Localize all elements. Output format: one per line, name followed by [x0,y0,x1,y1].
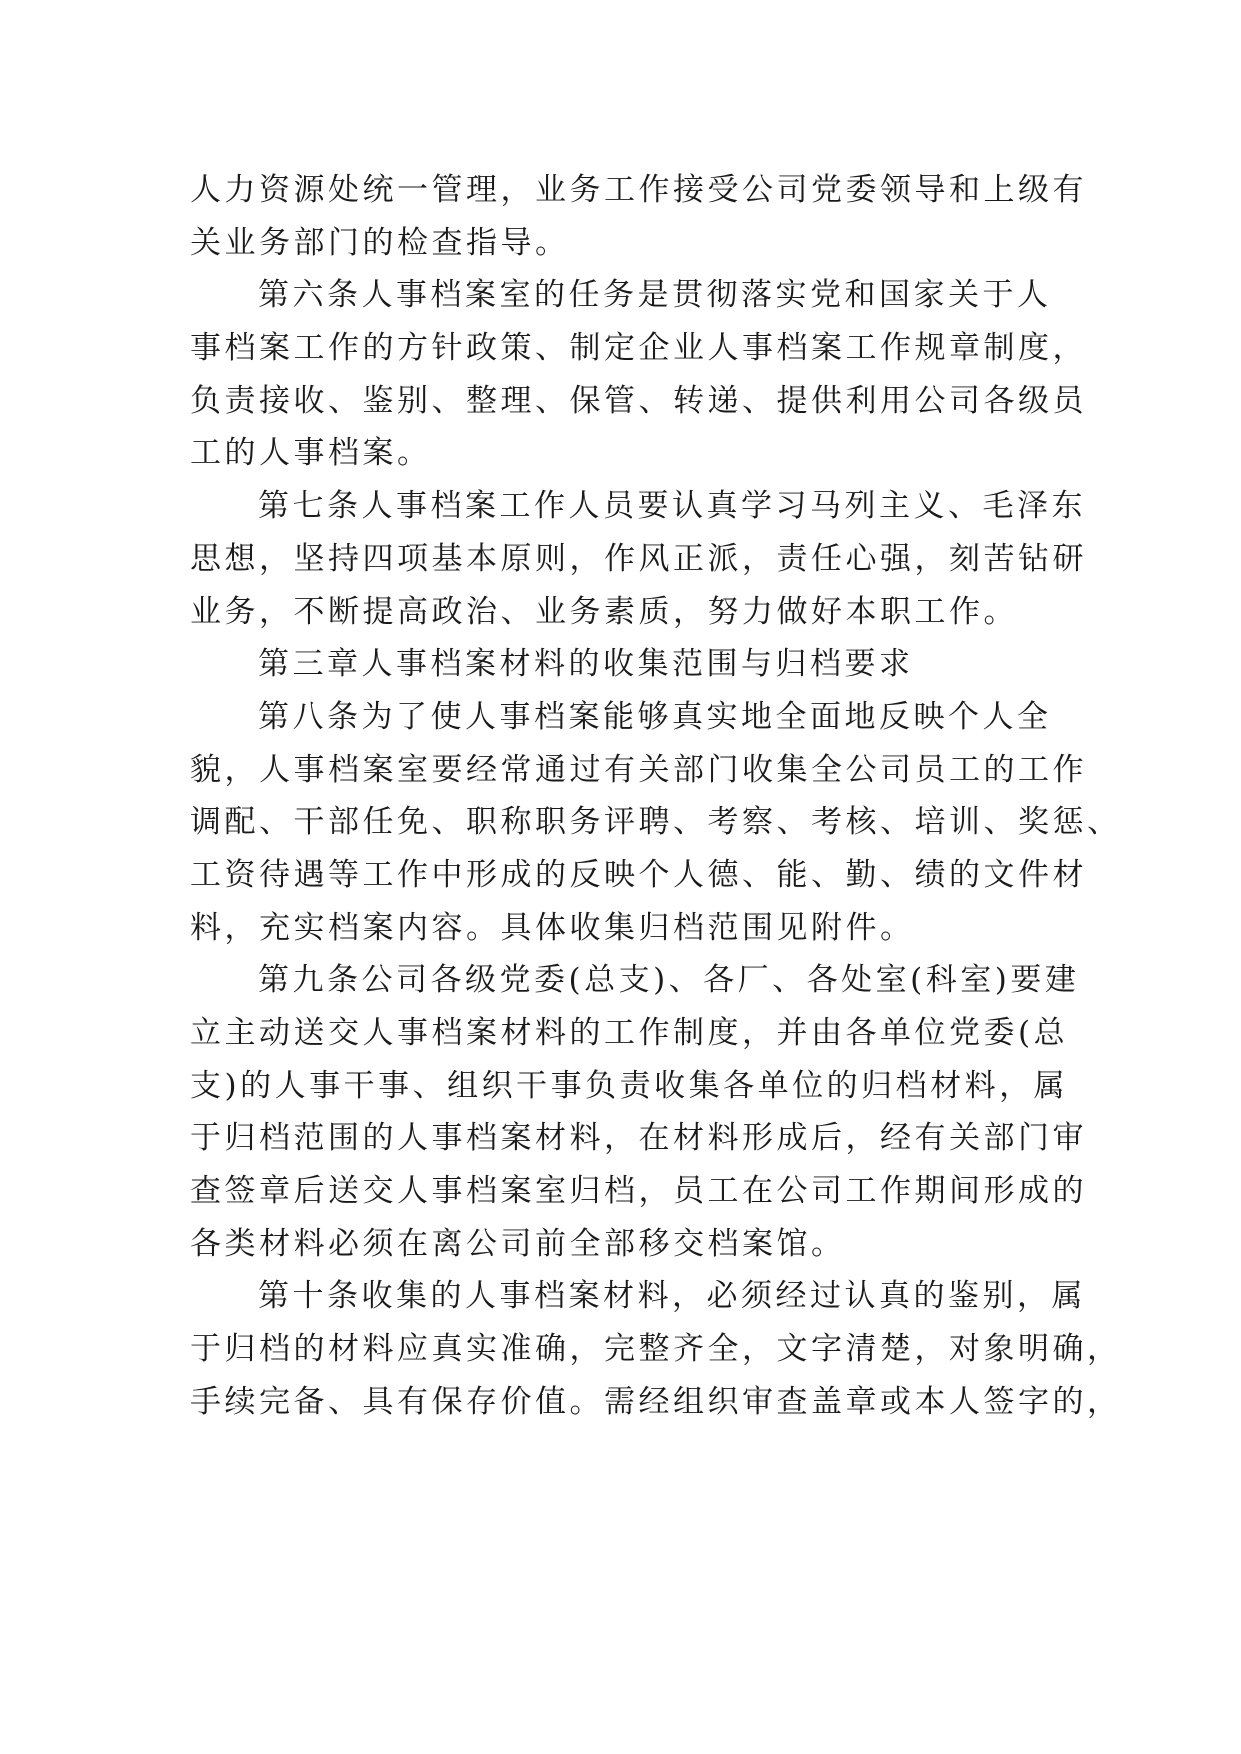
text-line: 事档案工作的方针政策、制定企业人事档案工作规章制度， [190,330,1087,367]
text-line: 关业务部门的检查指导。 [190,224,570,261]
text-line: 各类材料必须在离公司前全部移交档案馆。 [190,1225,846,1262]
text-line: 工的人事档案。 [190,435,432,472]
text-line: 查签章后送交人事档案室归档，员工在公司工作期间形成的 [190,1173,1087,1210]
paragraph-article-9 [190,954,1087,1270]
text-line: 第六条人事档案室的任务是贯彻落实党和国家关于人 [258,277,1052,314]
paragraph-article-7 [190,480,1087,638]
text-line: 貌，人事档案室要经常通过有关部门收集全公司员工的工作 [190,751,1087,788]
text-line: 于归档范围的人事档案材料，在材料形成后，经有关部门审 [190,1120,1087,1157]
paragraph-article-6 [190,269,1087,480]
chapter-heading [190,638,1050,691]
text-line: 手续完备、具有保存价值。需经组织审查盖章或本人签字的， [190,1383,1122,1420]
text-line: 负责接收、鉴别、整理、保管、转递、提供利用公司各级员 [190,382,1087,419]
text-line: 第九条公司各级党委(总支)、各厂、各处室(科室)要建 [258,962,1080,999]
text-line: 料，充实档案内容。具体收集归档范围见附件。 [190,909,915,946]
paragraph-article-8 [190,691,1122,954]
text-line: 第十条收集的人事档案材料，必须经过认真的鉴别，属 [258,1278,1086,1315]
text-line: 调配、干部任免、职称职务评聘、考察、考核、培训、奖惩、 [190,804,1122,841]
text-line: 思想，坚持四项基本原则，作风正派，责任心强，刻苦钻研 [190,540,1087,577]
text-line: 人力资源处统一管理，业务工作接受公司党委领导和上级有 [190,172,1087,208]
text-line: 支)的人事干事、组织干事负责收集各单位的归档材料，属 [190,1067,1069,1104]
paragraph-article-10 [190,1270,1122,1428]
text-line: 第八条为了使人事档案能够真实地全面地反映个人全 [258,698,1052,735]
document-page [190,164,1122,1429]
chapter-title: 第三章人事档案材料的收集范围与归档要求 [258,646,914,683]
text-line: 立主动送交人事档案材料的工作制度，并由各单位党委(总 [190,1015,1069,1051]
text-line: 工资待遇等工作中形成的反映个人德、能、勤、绩的文件材 [190,856,1087,893]
text-line: 于归档的材料应真实准确，完整齐全，文字清楚，对象明确， [190,1331,1122,1368]
paragraph-continuation [190,164,1087,269]
text-line: 第七条人事档案工作人员要认真学习马列主义、毛泽东 [258,488,1086,525]
text-line: 业务，不断提高政治、业务素质，努力做好本职工作。 [190,593,1018,630]
